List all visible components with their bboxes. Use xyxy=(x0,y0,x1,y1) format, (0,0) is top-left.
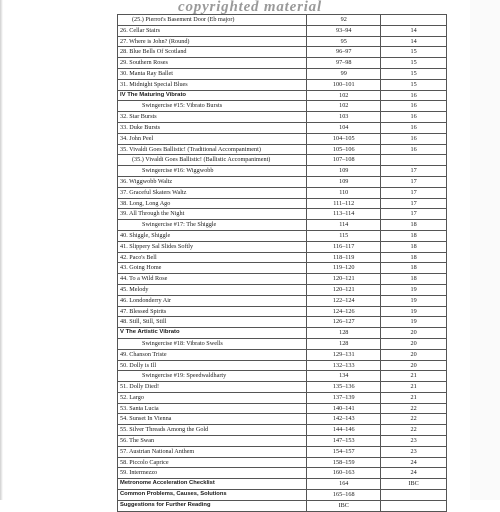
table-row xyxy=(118,338,447,349)
entry-ref: 22 xyxy=(381,403,447,414)
entry-page: 109 xyxy=(307,176,381,187)
page-margin-right xyxy=(470,0,500,500)
table-row xyxy=(118,284,447,295)
entry-title: Swingercise #15: Vibrato Bursts xyxy=(118,101,307,112)
entry-ref: 16 xyxy=(381,133,447,144)
table-row xyxy=(118,68,447,79)
entry-ref: 19 xyxy=(381,317,447,328)
entry-page: 103 xyxy=(307,112,381,123)
table-row xyxy=(118,252,447,263)
table-row xyxy=(118,403,447,414)
entry-page: 164 xyxy=(307,479,381,490)
entry-ref: 16 xyxy=(381,101,447,112)
entry-page: 115 xyxy=(307,230,381,241)
entry-page: 144–146 xyxy=(307,425,381,436)
entry-page: 128 xyxy=(307,328,381,339)
entry-ref xyxy=(381,155,447,166)
entry-ref: 15 xyxy=(381,47,447,58)
entry-page: 102 xyxy=(307,101,381,112)
entry-title: 49. Chanson Triste xyxy=(118,349,307,360)
entry-title: 43. Going Home xyxy=(118,263,307,274)
entry-page: 97–98 xyxy=(307,58,381,69)
entry-title: 34. John Peel xyxy=(118,133,307,144)
entry-page: 102 xyxy=(307,90,381,101)
entry-title: 31. Midnight Special Blues xyxy=(118,79,307,90)
entry-ref xyxy=(381,15,447,26)
entry-page: 128 xyxy=(307,338,381,349)
table-row xyxy=(118,241,447,252)
entry-title: 30. Manta Ray Ballet xyxy=(118,68,307,79)
entry-ref: 18 xyxy=(381,274,447,285)
entry-ref: 19 xyxy=(381,284,447,295)
entry-page: 120–121 xyxy=(307,274,381,285)
entry-ref: 21 xyxy=(381,371,447,382)
entry-ref: 19 xyxy=(381,306,447,317)
table-row xyxy=(118,220,447,231)
entry-page: 95 xyxy=(307,36,381,47)
entry-ref: 21 xyxy=(381,382,447,393)
entry-ref: 18 xyxy=(381,241,447,252)
entry-ref: 16 xyxy=(381,144,447,155)
section-heading-row xyxy=(118,90,447,101)
table-row xyxy=(118,425,447,436)
section-heading-row xyxy=(118,328,447,339)
table-row xyxy=(118,446,447,457)
entry-page: 111–112 xyxy=(307,198,381,209)
entry-title: 55. Silver Threads Among the Gold xyxy=(118,425,307,436)
entry-title: 59. Intermezzo xyxy=(118,468,307,479)
entry-ref: 23 xyxy=(381,446,447,457)
entry-title: 41. Slippery Sal Slides Softly xyxy=(118,241,307,252)
entry-title: 37. Graceful Skaters Waltz xyxy=(118,187,307,198)
entry-title: 27. Where is John? (Round) xyxy=(118,36,307,47)
entry-page: 116–117 xyxy=(307,241,381,252)
entry-ref: IBC xyxy=(381,479,447,490)
table-row xyxy=(118,209,447,220)
entry-page: 135–136 xyxy=(307,382,381,393)
entry-title: 28. Blue Bells Of Scotland xyxy=(118,47,307,58)
entry-title: 47. Blessed Spirits xyxy=(118,306,307,317)
table-row xyxy=(118,490,447,501)
entry-page: 114 xyxy=(307,220,381,231)
entry-title: Swingercise #19: Speedwaldharty xyxy=(118,371,307,382)
table-row xyxy=(118,144,447,155)
entry-title: 26. Cellar Stairs xyxy=(118,25,307,36)
entry-title: Suggestions for Further Reading xyxy=(118,500,307,511)
entry-ref: 17 xyxy=(381,187,447,198)
entry-title: 42. Paco's Bell xyxy=(118,252,307,263)
entry-title: 54. Sunset In Vienna xyxy=(118,414,307,425)
entry-page: 142–143 xyxy=(307,414,381,425)
entry-page: 132–133 xyxy=(307,360,381,371)
table-row xyxy=(118,295,447,306)
table-row xyxy=(118,392,447,403)
entry-page: 92 xyxy=(307,15,381,26)
table-row xyxy=(118,187,447,198)
table-row xyxy=(118,468,447,479)
table-row xyxy=(118,112,447,123)
table-row xyxy=(118,101,447,112)
entry-ref: 23 xyxy=(381,436,447,447)
contents-table xyxy=(117,14,447,512)
table-row xyxy=(118,436,447,447)
entry-page: IBC xyxy=(307,500,381,511)
table-row xyxy=(118,198,447,209)
entry-page: 137–139 xyxy=(307,392,381,403)
entry-title: 51. Dolly Died! xyxy=(118,382,307,393)
entry-title: 57. Austrian National Anthem xyxy=(118,446,307,457)
entry-ref: 22 xyxy=(381,414,447,425)
entry-ref: 20 xyxy=(381,328,447,339)
entry-page: 120–121 xyxy=(307,284,381,295)
entry-title: Common Problems, Causes, Solutions xyxy=(118,490,307,501)
entry-title: 46. Londonderry Air xyxy=(118,295,307,306)
entry-title: 53. Santa Lucia xyxy=(118,403,307,414)
entry-page: 154–157 xyxy=(307,446,381,457)
table-row xyxy=(118,382,447,393)
entry-title: 35. Vivaldi Goes Ballistic! (Traditional Accompaniment) xyxy=(118,144,307,155)
table-row xyxy=(118,230,447,241)
entry-page: 93–94 xyxy=(307,25,381,36)
table-row xyxy=(118,500,447,511)
table-row xyxy=(118,263,447,274)
entry-title: 40. Shiggle, Shiggle xyxy=(118,230,307,241)
table-row xyxy=(118,79,447,90)
entry-title: V The Artistic Vibrato xyxy=(118,328,307,339)
entry-page: 109 xyxy=(307,166,381,177)
entry-title: 50. Dolly is Ill xyxy=(118,360,307,371)
table-row xyxy=(118,133,447,144)
entry-page: 140–141 xyxy=(307,403,381,414)
table-row xyxy=(118,25,447,36)
entry-title: IV The Maturing Vibrato xyxy=(118,90,307,101)
entry-page: 104 xyxy=(307,122,381,133)
entry-page: 110 xyxy=(307,187,381,198)
entry-page: 113–114 xyxy=(307,209,381,220)
entry-ref: 14 xyxy=(381,25,447,36)
entry-ref: 20 xyxy=(381,360,447,371)
entry-ref: 24 xyxy=(381,457,447,468)
entry-ref: 17 xyxy=(381,198,447,209)
entry-ref xyxy=(381,500,447,511)
entry-ref: 17 xyxy=(381,209,447,220)
entry-page: 158–159 xyxy=(307,457,381,468)
entry-ref: 16 xyxy=(381,122,447,133)
table-row xyxy=(118,122,447,133)
entry-title: Swingercise #18: Vibrato Swells xyxy=(118,338,307,349)
table-row xyxy=(118,479,447,490)
entry-ref: 15 xyxy=(381,68,447,79)
entry-page: 105–106 xyxy=(307,144,381,155)
entry-page: 99 xyxy=(307,68,381,79)
entry-ref: 22 xyxy=(381,425,447,436)
entry-title: 45. Melody xyxy=(118,284,307,295)
entry-ref: 20 xyxy=(381,338,447,349)
entry-ref: 17 xyxy=(381,176,447,187)
entry-page: 104–105 xyxy=(307,133,381,144)
entry-ref xyxy=(381,490,447,501)
entry-page: 118–119 xyxy=(307,252,381,263)
entry-title: (25.) Pierrot's Basement Door (Eb major) xyxy=(118,15,307,26)
entry-ref: 24 xyxy=(381,468,447,479)
watermark: copyrighted material xyxy=(178,0,322,15)
entry-page: 100–101 xyxy=(307,79,381,90)
table-row xyxy=(118,15,447,26)
entry-ref: 18 xyxy=(381,263,447,274)
entry-page: 107–108 xyxy=(307,155,381,166)
entry-ref: 16 xyxy=(381,112,447,123)
entry-ref: 18 xyxy=(381,230,447,241)
entry-page: 165–168 xyxy=(307,490,381,501)
table-row xyxy=(118,349,447,360)
entry-title: Metronome Acceleration Checklist xyxy=(118,479,307,490)
table-row xyxy=(118,414,447,425)
table-row xyxy=(118,155,447,166)
entry-page: 122–124 xyxy=(307,295,381,306)
table-row xyxy=(118,58,447,69)
contents-table-body xyxy=(118,15,447,512)
table-row xyxy=(118,176,447,187)
entry-title: 33. Duke Bursts xyxy=(118,122,307,133)
entry-title: (35.) Vivaldi Goes Ballistic! (Ballistic Accompaniment) xyxy=(118,155,307,166)
entry-title: 39. All Through the Night xyxy=(118,209,307,220)
entry-page: 134 xyxy=(307,371,381,382)
entry-title: 38. Long, Long Ago xyxy=(118,198,307,209)
entry-ref: 16 xyxy=(381,90,447,101)
entry-ref: 15 xyxy=(381,79,447,90)
entry-page: 147–153 xyxy=(307,436,381,447)
entry-ref: 15 xyxy=(381,58,447,69)
table-row xyxy=(118,47,447,58)
entry-ref: 21 xyxy=(381,392,447,403)
entry-ref: 18 xyxy=(381,252,447,263)
entry-title: 32. Star Bursts xyxy=(118,112,307,123)
table-row xyxy=(118,457,447,468)
entry-title: 36. Wiggwobb Waltz xyxy=(118,176,307,187)
entry-title: 29. Southern Roses xyxy=(118,58,307,69)
table-row xyxy=(118,306,447,317)
entry-title: 48. Still, Still, Still xyxy=(118,317,307,328)
entry-title: 58. Piccolo Caprice xyxy=(118,457,307,468)
entry-title: Swingercise #17: The Shiggle xyxy=(118,220,307,231)
table-row xyxy=(118,36,447,47)
entry-page: 96–97 xyxy=(307,47,381,58)
table-row xyxy=(118,274,447,285)
entry-ref: 19 xyxy=(381,295,447,306)
entry-title: 56. The Swan xyxy=(118,436,307,447)
entry-page: 124–126 xyxy=(307,306,381,317)
table-row xyxy=(118,166,447,177)
entry-title: Swingercise #16: Wiggwobb xyxy=(118,166,307,177)
entry-page: 129–131 xyxy=(307,349,381,360)
entry-page: 119–120 xyxy=(307,263,381,274)
entry-ref: 20 xyxy=(381,349,447,360)
table-row xyxy=(118,317,447,328)
entry-ref: 18 xyxy=(381,220,447,231)
entry-ref: 17 xyxy=(381,166,447,177)
entry-title: 44. To a Wild Rose xyxy=(118,274,307,285)
page-edge-shadow xyxy=(0,0,3,500)
entry-ref: 14 xyxy=(381,36,447,47)
entry-title: 52. Largo xyxy=(118,392,307,403)
table-row xyxy=(118,360,447,371)
entry-page: 160–163 xyxy=(307,468,381,479)
table-row xyxy=(118,371,447,382)
entry-page: 126–127 xyxy=(307,317,381,328)
